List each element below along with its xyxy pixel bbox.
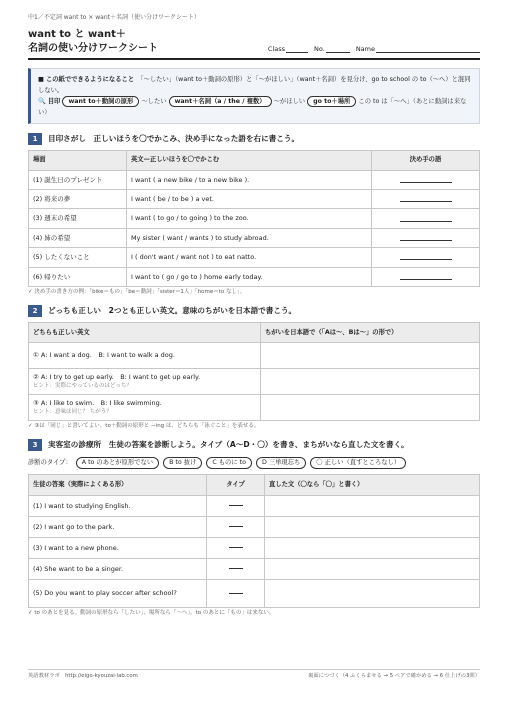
sentence-cell (29, 395, 261, 421)
page-title-line1: want to と want＋ (28, 29, 126, 41)
table-row (29, 395, 480, 421)
class-label: Class (267, 44, 286, 53)
student-info (268, 45, 480, 53)
footer-right: 裏面につづく（4 ふくらませる → 5 ペアで確かめる → 6 仕上げの3問） (308, 673, 480, 679)
table-row (29, 267, 480, 286)
section-3-header (28, 439, 480, 451)
answer-blank[interactable] (400, 279, 452, 280)
tag-go-to: この to は「〜へ」（あとに動詞は来ない） (38, 98, 467, 117)
student-answer-cell: (4) She want to be a singer. (29, 558, 207, 579)
correction-cell[interactable] (265, 558, 480, 579)
column-header: 生徒の答案（実際によくある形） (29, 474, 207, 495)
sentence-cell[interactable]: I want ( a new bike / to a new bike ). (127, 170, 372, 189)
answer-blank[interactable] (400, 221, 452, 222)
sentence-cell[interactable]: I want ( to go / to going ) to the zoo. (127, 209, 372, 228)
sentence-cell (29, 343, 261, 369)
section-1-note: ✓ 決め手の書き方の例：「bike＝もの」「be＝動詞」「sister＝1人」「home＝to なし」。 (28, 289, 246, 295)
column-header: 直した文（〇なら「〇」と書く） (265, 474, 480, 495)
section-2-header (28, 305, 480, 317)
hint-text: ヒント：意味は同じ？ ちがう？ (33, 408, 112, 415)
scene-cell: (2) 将来の夢 (29, 190, 127, 209)
student-answer-cell: (1) I want to studying English. (29, 495, 207, 516)
table-row (29, 537, 480, 558)
section-3-title: 実客室の診療所 生徒の答案を診断しよう。タイプ（A〜D・〇）を書き、まちがいなら直した文を書く。 (48, 440, 409, 450)
correction-cell[interactable] (265, 537, 480, 558)
answer-cell[interactable] (261, 369, 480, 395)
hint-text: ヒント：実際にやっているのはどっち？ (33, 382, 132, 389)
type-pill-c: C ものに to (206, 457, 252, 468)
name-label: Name (355, 44, 375, 53)
scene-cell: (1) 誕生日のプレゼント (29, 170, 127, 189)
sentence-text: ② A: I try to get up early. B: I want to get up early. (33, 373, 201, 382)
section-2-table (28, 322, 480, 421)
footer (28, 669, 480, 680)
correction-cell[interactable] (265, 516, 480, 537)
table-row (29, 228, 480, 247)
type-cell[interactable] (207, 495, 265, 516)
type-pill-d: D 三単現忘ち (256, 457, 306, 468)
column-header: 場面 (29, 151, 127, 170)
answer-blank[interactable] (400, 240, 452, 241)
answer-cell[interactable] (372, 228, 480, 247)
type-blank[interactable] (229, 593, 243, 594)
type-blank[interactable] (229, 505, 243, 506)
breadcrumb: 中1／不定詞 want to × want＋名詞（使い分けワークシート） (28, 14, 200, 21)
magnifier-icon: 🔍 (38, 98, 46, 106)
pill-want-to: want to＋動詞の原形 (62, 96, 139, 107)
type-legend (28, 457, 480, 468)
scene-cell: (6) 帰りたい (29, 267, 127, 286)
column-header: 英文—正しいほうを〇でかこむ (127, 151, 372, 170)
type-blank[interactable] (229, 526, 243, 527)
column-header: ちがいを日本語で（「Aは〜、Bは〜」の形で） (261, 323, 480, 343)
pill-go-to: go to＋場所 (307, 96, 356, 107)
intro-heading: この紙でできるようになること (45, 76, 135, 84)
name-field[interactable] (356, 45, 480, 53)
section-2-number: 2 (28, 305, 42, 317)
table-row (29, 558, 480, 579)
sentence-text: ③ A: I like to swim. B: I like swimming. (33, 399, 162, 408)
table-row (29, 209, 480, 228)
student-answer-cell: (2) I want go to the park. (29, 516, 207, 537)
answer-cell[interactable] (261, 395, 480, 421)
answer-blank[interactable] (400, 201, 452, 202)
pill-want-noun: want＋名詞（a / the / 複数） (169, 96, 272, 107)
class-field[interactable] (268, 45, 308, 53)
sentence-cell[interactable]: I ( don't want / want not ) to eat natto. (127, 248, 372, 267)
intro-box: ■ この紙でできるようになること 「〜したい」（want to＋動詞の原形）と「〜がほしい」（want＋名詞）を見分け、go to school の to（〜へ）と混同しない。 🔍 目印 want to＋動詞の原形 〜したい want＋名詞（a / the / 複数） 〜がほしい go to＋場所 この to は「〜へ」（あとに動詞は来ない） (28, 68, 480, 124)
answer-cell[interactable] (372, 267, 480, 286)
student-answer-cell: (3) I want to a new phone. (29, 537, 207, 558)
type-pill-b: B to 抜け (163, 457, 202, 468)
sentence-text: ① A: I want a dog. B: I want to walk a dog. (33, 351, 175, 360)
table-row (29, 369, 480, 395)
answer-cell[interactable] (372, 170, 480, 189)
answer-blank[interactable] (400, 259, 452, 260)
type-cell[interactable] (207, 558, 265, 579)
table-row (29, 190, 480, 209)
title-divider (28, 58, 480, 60)
scene-cell: (5) したくないこと (29, 248, 127, 267)
type-cell[interactable] (207, 579, 265, 607)
section-2-note: ✓ ③は「同じ」と書いてよい。to＋動詞の原形と −ing は、どちらも「泳ぐこと」を表せる。 (28, 423, 260, 430)
tag-want-noun: 〜がほしい (273, 98, 306, 106)
type-blank[interactable] (229, 547, 243, 548)
title-row (28, 28, 480, 55)
table-row (29, 516, 480, 537)
type-cell[interactable] (207, 537, 265, 558)
sentence-cell[interactable]: I want ( be / to be ) a vet. (127, 190, 372, 209)
tag-want-to: 〜したい (141, 98, 167, 106)
section-2-title: どっちも正しい 2つとも正しい英文。意味のちがいを日本語で書こう。 (48, 306, 297, 316)
section-1-title: 目印さがし 正しいほうを〇でかこみ、決め手になった語を右に書こう。 (48, 134, 300, 144)
scene-cell: (4) 姉の希望 (29, 228, 127, 247)
table-row (29, 579, 480, 607)
answer-blank[interactable] (400, 182, 452, 183)
column-header: タイプ (207, 474, 265, 495)
sentence-cell[interactable]: I want to ( go / go to ) home early today. (127, 267, 372, 286)
answer-cell[interactable] (261, 343, 480, 369)
sentence-cell (29, 369, 261, 395)
section-1-table (28, 150, 480, 287)
intro-text: 「〜したい」（want to＋動詞の原形）と「〜がほしい」（want＋名詞）を見分け、go to school の to（〜へ）と混同しない。 (38, 76, 471, 95)
type-pill-a: A to のあとが原形でない (76, 457, 159, 468)
answer-cell[interactable] (372, 190, 480, 209)
section-3-note: ✓ to のあとを見る。動詞の原形なら「したい」、場所なら「〜へ」。to のあとに「もの」は来ない。 (28, 609, 275, 616)
section-3-table (28, 474, 480, 608)
legend-label: 診断のタイプ： (28, 458, 72, 466)
number-field[interactable] (314, 45, 350, 53)
correction-cell[interactable] (265, 495, 480, 516)
number-label: No. (314, 44, 325, 53)
scene-cell: (3) 週末の希望 (29, 209, 127, 228)
page-title (28, 28, 158, 55)
goal-label: 目印 (47, 98, 61, 106)
table-row (29, 248, 480, 267)
type-cell[interactable] (207, 516, 265, 537)
table-row (29, 343, 480, 369)
page-title-line2: 名詞の使い分けワークシート (28, 42, 158, 54)
table-row (29, 170, 480, 189)
answer-cell[interactable] (372, 248, 480, 267)
section-3-number: 3 (28, 439, 42, 451)
type-pill-correct: 〇 正しい（直すところなし） (310, 457, 406, 468)
column-header: どちらも正しい英文 (29, 323, 261, 343)
sentence-cell[interactable]: My sister ( want / wants ) to study abroad. (127, 228, 372, 247)
section-1-number: 1 (28, 133, 42, 145)
student-answer-cell: (5) Do you want to play soccer after school? (29, 579, 207, 607)
footer-left: 英語教材ラボ http://eigo-kyouzai-lab.com (28, 673, 138, 679)
table-row (29, 495, 480, 516)
type-blank[interactable] (229, 568, 243, 569)
answer-cell[interactable] (372, 209, 480, 228)
section-1-header (28, 133, 480, 145)
correction-cell[interactable] (265, 579, 480, 607)
column-header: 決め手の語 (372, 151, 480, 170)
